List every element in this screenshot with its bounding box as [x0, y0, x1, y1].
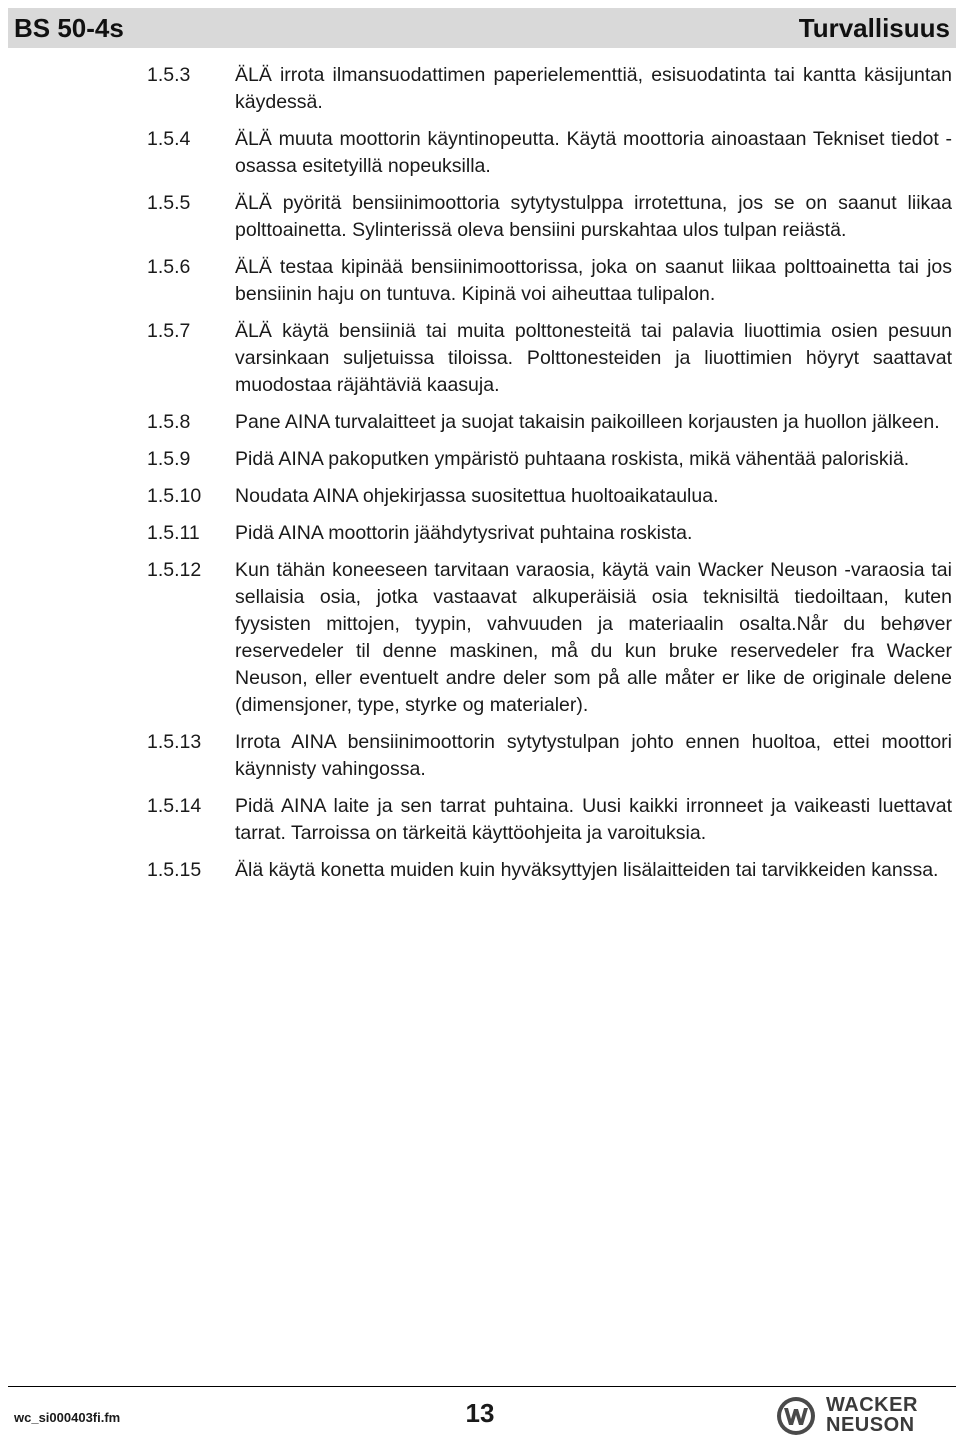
logo-line-neuson: NEUSON — [826, 1414, 915, 1436]
item-text: ÄLÄ käytä bensiiniä tai muita polttonesteitä tai palavia liuottimia osien pesuun varsinkaan suljetuissa tiloissa. Polttonesteiden ja liuottimien höyryt saattavat muodostaa räjähtäviä kaasuja. — [235, 320, 952, 396]
item-number: 1.5.6 — [147, 256, 191, 278]
item-number: 1.5.15 — [147, 859, 202, 881]
item-text: ÄLÄ pyöritä bensiinimoottoria sytytystulppa irrotettuna, jos se on saanut liikaa polttoainetta. Sylinterissä oleva bensiini purskahtaa ulos tulpan reiästä. — [235, 192, 952, 241]
item-number: 1.5.10 — [147, 485, 202, 507]
item-number: 1.5.3 — [147, 64, 191, 86]
item-text: Pane AINA turvalaitteet ja suojat takaisin paikoilleen korjausten ja huollon jälkeen. — [235, 411, 940, 433]
item-text: Pidä AINA moottorin jäähdytysrivat puhtaina roskista. — [235, 522, 693, 544]
page-number: 13 — [465, 1398, 495, 1428]
logo-wordmark — [826, 1395, 918, 1435]
list-item — [147, 793, 952, 847]
item-number: 1.5.5 — [147, 192, 191, 214]
item-number: 1.5.9 — [147, 448, 191, 470]
item-number: 1.5.14 — [147, 795, 202, 817]
list-item — [147, 857, 952, 884]
page-header — [8, 8, 956, 48]
item-text: Noudata AINA ohjekirjassa suositettua huoltoaikataulua. — [235, 485, 719, 507]
item-number: 1.5.8 — [147, 411, 191, 433]
item-number: 1.5.11 — [147, 522, 200, 544]
item-text: Älä käytä konetta muiden kuin hyväksyttyjen lisälaitteiden tai tarvikkeiden kanssa. — [235, 859, 939, 881]
list-item — [147, 190, 952, 244]
list-item — [147, 446, 952, 473]
section-title: Turvallisuus — [798, 13, 950, 43]
item-number: 1.5.12 — [147, 559, 202, 581]
item-text: Pidä AINA pakoputken ympäristö puhtaana roskista, mikä vähentää paloriskiä. — [235, 448, 910, 470]
list-item — [147, 557, 952, 719]
item-number: 1.5.7 — [147, 320, 191, 342]
item-text: Irrota AINA bensiinimoottorin sytytystulpan johto ennen huoltoa, ettei moottori käynnisty vahingossa. — [235, 731, 952, 780]
item-text: Pidä AINA laite ja sen tarrat puhtaina. Uusi kaikki irronneet ja vaikeasti luettavat tarrat. Tarroissa on tärkeitä käyttöohjeita ja varoituksia. — [235, 795, 952, 844]
item-text: ÄLÄ muuta moottorin käyntinopeutta. Käytä moottoria ainoastaan Tekniset tiedot -osassa esitetyillä nopeuksilla. — [235, 128, 952, 177]
list-item — [147, 520, 952, 547]
list-item — [147, 254, 952, 308]
safety-rules-list — [147, 62, 952, 894]
item-text: Kun tähän koneeseen tarvitaan varaosia, käytä vain Wacker Neuson -varaosia tai sellaisia osia, jotka vastaavat alkuperäisiä osia teknisiltä tiedoiltaan, kuten fyysisten mittojen, tyypin, vahvuuden ja materiaalin osalta.Når du behøver reservedeler til denne maskinen, må du kun bruke reservedeler fra Wacker Neuson, eller eventuelt andre deler som på alle måter er like de originale delene (dimensjoner, type, styrke og materialer). — [235, 559, 952, 716]
list-item — [147, 62, 952, 116]
logo-line-wacker: WACKER — [826, 1394, 918, 1416]
wacker-neuson-logo — [776, 1392, 956, 1440]
list-item — [147, 318, 952, 399]
model-title: BS 50-4s — [14, 13, 124, 43]
list-item — [147, 729, 952, 783]
item-number: 1.5.4 — [147, 128, 191, 150]
item-text: ÄLÄ testaa kipinää bensiinimoottorissa, joka on saanut liikaa polttoainetta tai jos bensiinin haju on tuntuva. Kipinä voi aiheuttaa tulipalon. — [235, 256, 952, 305]
list-item — [147, 409, 952, 436]
item-number: 1.5.13 — [147, 731, 202, 753]
wacker-neuson-w-logo-icon — [776, 1396, 816, 1436]
list-item — [147, 126, 952, 180]
list-item — [147, 483, 952, 510]
footer-filename: wc_si000403fi.fm — [14, 1410, 121, 1425]
footer-divider — [8, 1386, 956, 1387]
item-text: ÄLÄ irrota ilmansuodattimen paperielementtiä, esisuodatinta tai kantta käsijuntan käydessä. — [235, 64, 952, 113]
